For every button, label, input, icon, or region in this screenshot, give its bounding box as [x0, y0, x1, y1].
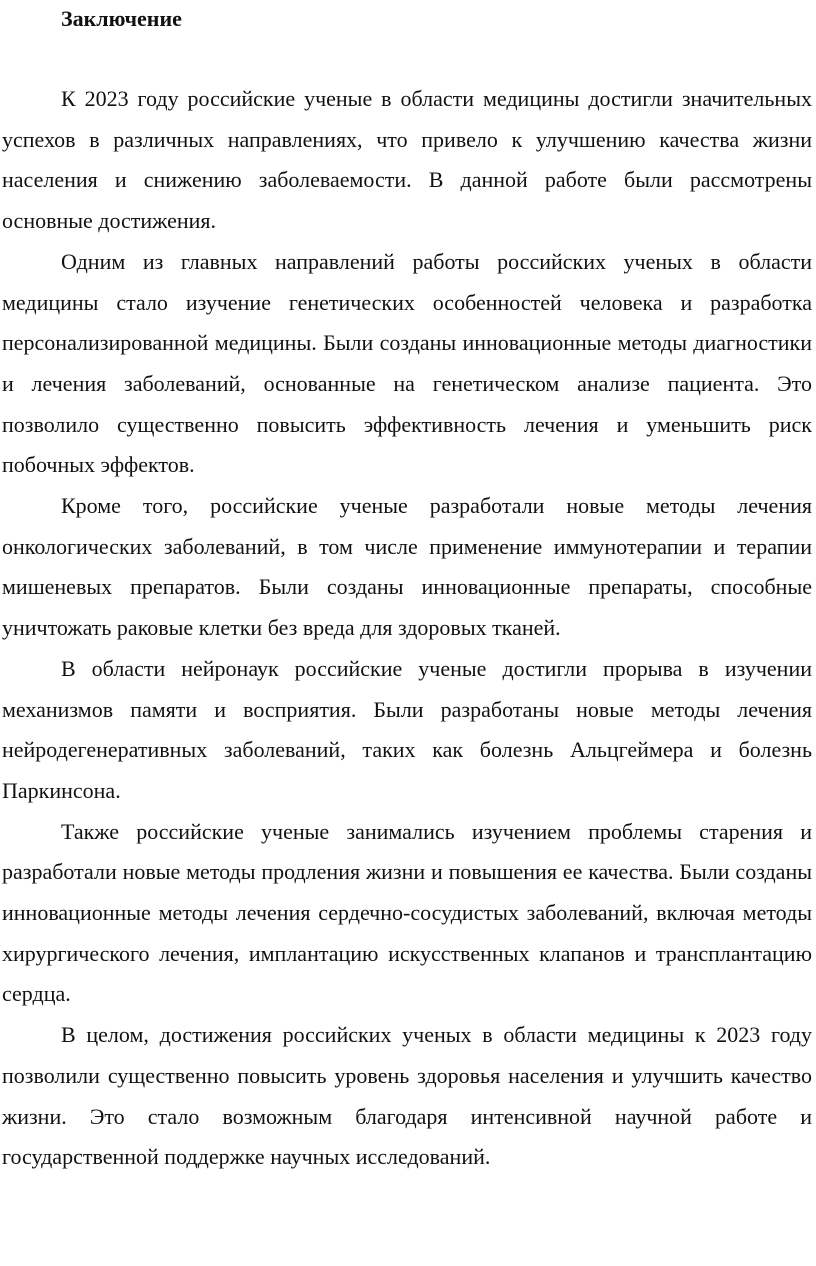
- paragraph-3: Кроме того, российские ученые разработали новые методы лечения онкологических заболеваний, в том числе применение иммунотерапии и терапии мишеневых препаратов. Были созданы инновационные препараты, способные уничтожать раковые клетки без вреда для здоровых тканей.: [2, 493, 812, 641]
- paragraph-6: В целом, достижения российских ученых в области медицины к 2023 году позволили существенно повысить уровень здоровья населения и улучшить качество жизни. Это стало возможным благодаря интенсивной научной работе и государственной поддержке научных исследований.: [2, 1022, 812, 1170]
- document-title: Заключение: [61, 6, 182, 31]
- paragraph-2: Одним из главных направлений работы российских ученых в области медицины стало изучение генетических особенностей человека и разработка персонализированной медицины. Были созданы инновационные методы диагностики и лечения заболеваний, основанные на генетическом анализе пациента. Это позволило существенно повысить эффективность лечения и уменьшить риск побочных эффектов.: [2, 248, 812, 478]
- paragraph-1: К 2023 году российские ученые в области медицины достигли значительных успехов в различных направлениях, что привело к улучшению качества жизни населения и снижению заболеваемости. В данной работе были рассмотрены основные достижения.: [2, 86, 812, 234]
- paragraph-5: Также российские ученые занимались изучением проблемы старения и разработали новые методы продления жизни и повышения ее качества. Были созданы инновационные методы лечения сердечно-сосудистых заболеваний, включая методы хирургического лечения, имплантацию искусственных клапанов и трансплантацию сердца.: [2, 818, 812, 1007]
- document-body: [2, 79, 812, 1178]
- paragraph-4: В области нейронаук российские ученые достигли прорыва в изучении механизмов памяти и восприятия. Были разработаны новые методы лечения нейродегенеративных заболеваний, таких как болезнь Альцгеймера и болезнь Паркинсона.: [2, 655, 812, 803]
